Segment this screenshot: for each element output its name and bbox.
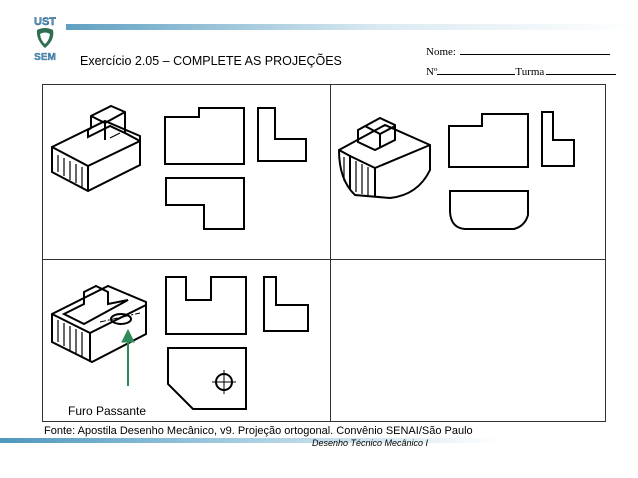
panel3-side-view (264, 277, 308, 331)
panel1-top-view (166, 178, 244, 229)
panel1-side-view (258, 108, 306, 161)
logo-bottom-text: SEM (34, 52, 56, 63)
panel2-side-view (542, 112, 574, 166)
course-name: Desenho Técnico Mecânico I (312, 438, 429, 448)
source-citation: Fonte: Apostila Desenho Mecânico, v9. Projeção ortogonal. Convênio SENAI/São Paulo (44, 425, 473, 437)
panel2-isometric-drawing (339, 118, 430, 198)
panel1-isometric-drawing (52, 106, 140, 191)
logo-top-text: UST (34, 16, 56, 28)
panel2-top-view (450, 191, 528, 229)
exercise-title: Exercício 2.05 – COMPLETE AS PROJEÇÕES (80, 54, 342, 68)
through-hole-label: Furo Passante (68, 404, 147, 418)
panel2-front-view (449, 114, 528, 167)
name-label: Nome: (426, 46, 456, 58)
class-label: Turma (515, 66, 545, 78)
panel3-top-view (168, 348, 246, 409)
through-hole-arrow (122, 330, 134, 386)
panel3-front-view (166, 277, 246, 334)
panel1-front-view (165, 108, 244, 164)
number-label: Nº (426, 66, 438, 78)
panel3-isometric-drawing (52, 286, 146, 362)
